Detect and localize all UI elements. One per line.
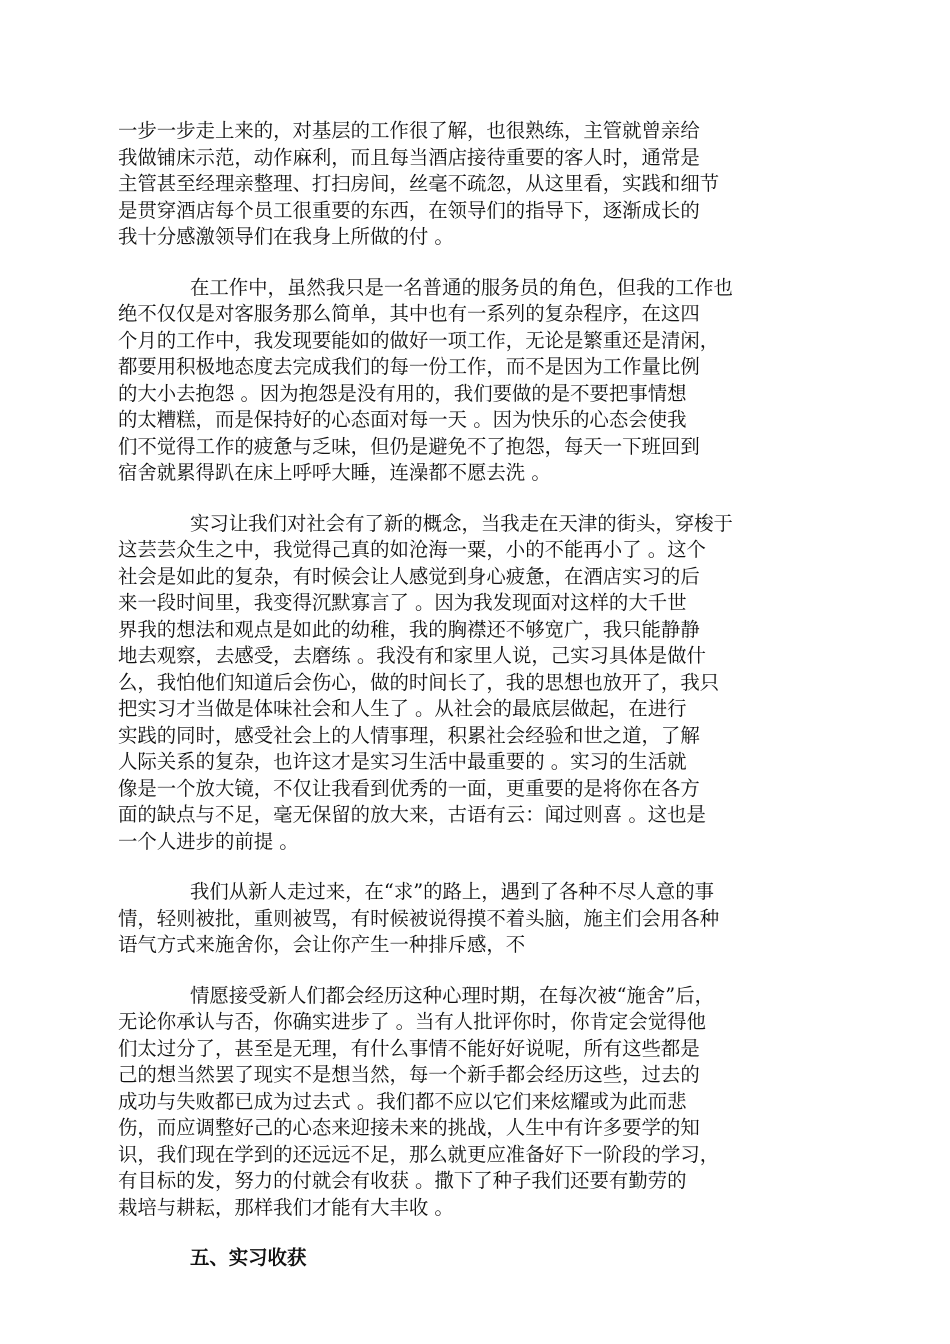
text-line: 面的缺点与不足，毫无保留的放大来，古语有云：闻过则喜 。这也是 [118,803,706,826]
text-line: 地去观察，去感受，去磨练 。我没有和家里人说，己实习具体是做什 [118,644,706,667]
text-line: 个月的工作中，我发现要能如的做好一项工作，无论是繁重还是清闲， [118,328,720,352]
paragraph-2 [118,275,814,487]
text-line: 实践的同时，感受社会上的人情事理，积累社会经验和世之道，了解 [118,723,700,747]
text-line: 像是一个放大镜，不仅让我看到优秀的一面，更重要的是将你在各方 [118,776,700,800]
text-line: 我做铺床示范，动作麻利，而且每当酒店接待重要的客人时，通常是 [118,145,700,169]
text-line: 们不觉得工作的疲惫与乏味，但仍是避免不了抱怨，每天一下班回到 [118,434,700,458]
text-line: 有目标的发，努力的付就会有收获 。撒下了种子我们还要有勤劳的 [118,1169,687,1192]
text-line: 宿舍就累得趴在床上呼呼大睡，连澡都不愿去洗 。 [118,461,551,484]
text-line: 情，轻则被批，重则被骂，有时候被说得摸不着头脑，施主们会用各种 [118,906,720,930]
text-line: 我十分感激领导们在我身上所做的付 。 [118,225,454,248]
text-line: 在工作中，虽然我只是一名普通的服务员的角色，但我的工作也 [190,275,733,299]
text-line: 一个人进步的前提 。 [118,829,299,853]
text-line: 都要用积极地态度去完成我们的每一份工作，而不是因为工作量比例 [118,355,700,378]
text-line: 伤，而应调整好己的心态来迎接未来的挑战，人生中有许多要学的知 [118,1116,700,1139]
text-line: 情愿接受新人们都会经历这种心理时期，在每次被“施舍”后， [190,983,714,1007]
text-line: 么，我怕他们知道后会伤心，做的时间长了，我的思想也放开了，我只 [118,670,720,694]
text-line: 人际关系的复杂，也许这才是实习生活中最重要的 。实习的生活就 [118,750,687,773]
text-line: 界我的想法和观点是如此的幼稚，我的胸襟还不够宽广，我只能静静 [118,617,700,641]
text-line: 栽培与耕耘，那样我们才能有大丰收 。 [118,1195,454,1219]
document-page [118,118,814,1272]
section-heading: 五、实习收获 [190,1246,307,1269]
text-line: 一步一步走上来的，对基层的工作很了解，也很熟练，主管就曾亲给 [118,119,700,142]
paragraph-3 [118,511,814,856]
text-line: 己的想当然罢了现实不是想当然，每一个新手都会经历这些，过去的 [118,1063,700,1086]
text-line: 来一段时间里，我变得沉默寡言了 。因为我发现面对这样的大千世 [118,591,687,614]
text-line: 语气方式来施舍你，会让你产生一种排斥感，不 [118,933,526,956]
text-line: 实习让我们对社会有了新的概念，当我走在天津的街头，穿梭于 [190,511,733,535]
paragraph-4 [118,879,814,959]
text-line: 的太糟糕，而是保持好的心态面对每一天 。因为快乐的心态会使我 [118,408,687,431]
text-line: 我们从新人走过来，在“求”的路上，遇到了各种不尽人意的事 [190,880,714,903]
text-line: 识，我们现在学到的还远远不足，那么就更应准备好下一阶段的学习， [118,1142,720,1166]
text-line: 绝不仅仅是对客服务那么简单，其中也有一系列的复杂程序，在这四 [118,302,700,325]
text-line: 们太过分了，甚至是无理，有什么事情不能好好说呢，所有这些都是 [118,1036,700,1060]
text-line: 无论你承认与否，你确实进步了 。当有人批评你时，你肯定会觉得他 [118,1010,706,1033]
paragraph-5 [118,983,814,1222]
text-line: 成功与失败都已成为过去式 。我们都不应以它们来炫耀或为此而悲 [118,1089,687,1113]
text-line: 社会是如此的复杂，有时候会让人感觉到身心疲惫，在酒店实习的后 [118,564,700,588]
paragraph-1 [118,118,814,251]
text-line: 主管甚至经理亲整理、打扫房间，丝毫不疏忽，从这里看，实践和细节 [118,172,720,195]
text-line: 这芸芸众生之中，我觉得己真的如沧海一粟，小的不能再小了 。这个 [118,538,706,561]
text-line: 的大小去抱怨 。因为抱怨是没有用的，我们要做的是不要把事情想 [118,381,687,405]
text-line: 是贯穿酒店每个员工很重要的东西，在领导们的指导下，逐渐成长的 [118,198,700,222]
text-line: 把实习才当做是体味社会和人生了 。从社会的最底层做起，在进行 [118,697,687,720]
